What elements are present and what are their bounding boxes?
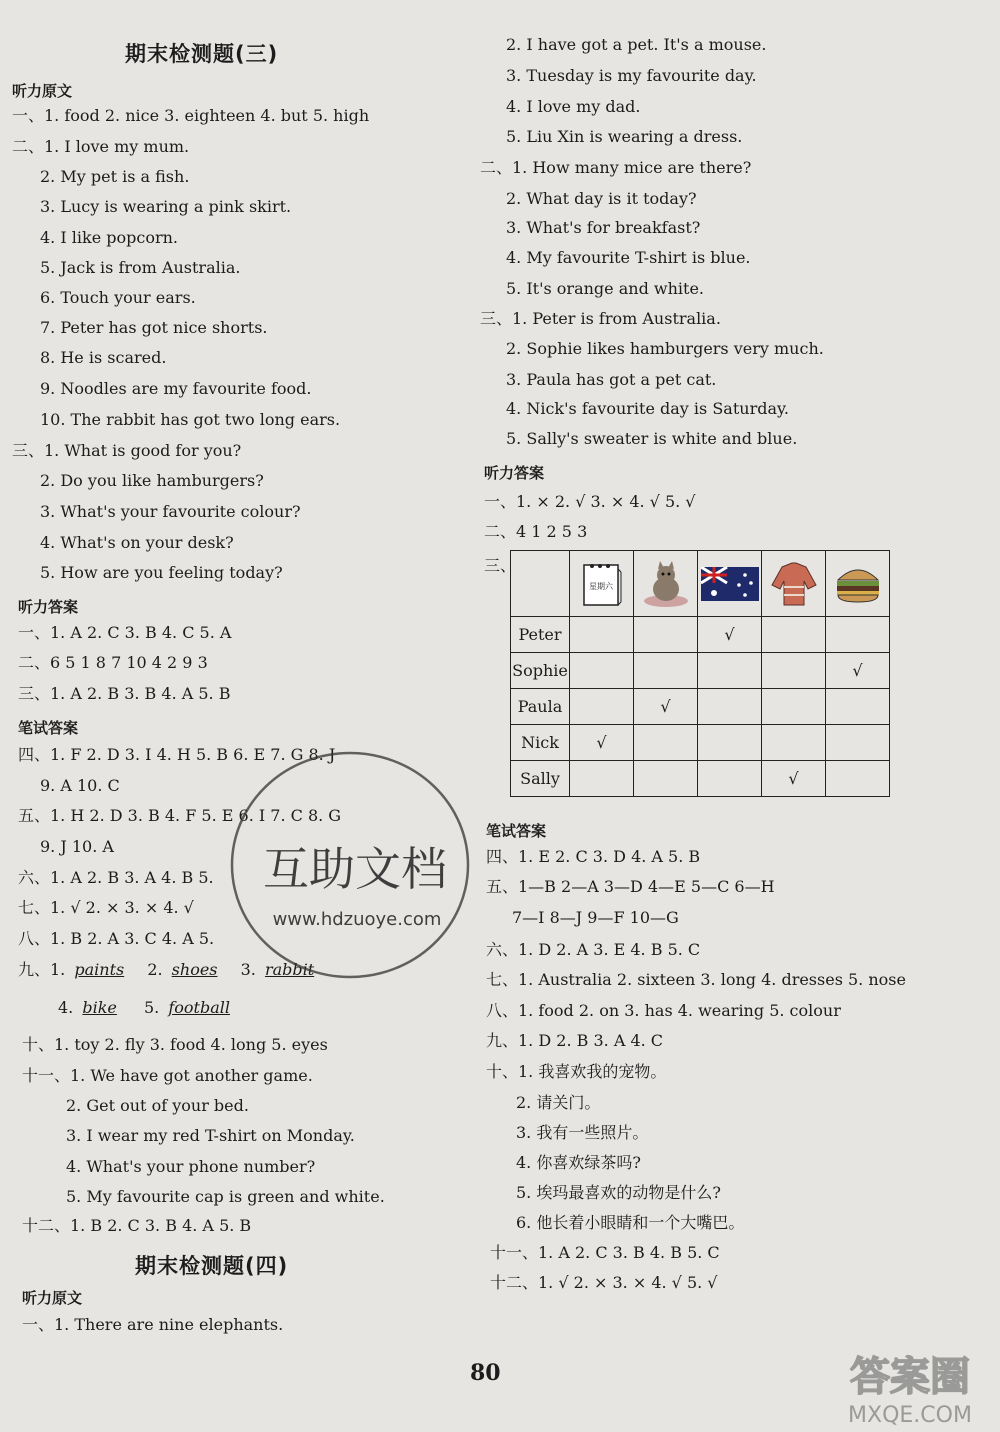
left-line: 七、1. √ 2. × 3. × 4. √ [18,898,194,917]
left-line: 十二、1. B 2. C 3. B 4. A 5. B [22,1216,252,1235]
stamp-watermark [225,745,475,985]
left-line: 3. Lucy is wearing a pink skirt. [40,197,292,216]
check-cell [698,689,762,725]
left-line: 二、1. I love my mum. [12,137,190,156]
page-number: 80 [470,1360,501,1386]
right-line: 六、1. D 2. A 3. E 4. B 5. C [486,940,701,959]
table-header-cell [826,551,890,617]
check-cell: √ [698,617,762,653]
student-name: Paula [511,689,570,725]
right-line: 5. Sally's sweater is white and blue. [506,429,798,448]
left-line: 7. Peter has got nice shorts. [40,318,268,337]
left-line: 一、1. A 2. C 3. B 4. C 5. A [18,623,232,642]
left-line: 五、1. H 2. D 3. B 4. F 5. E 6. I 7. C 8. G [18,806,342,825]
table-row [511,617,890,653]
table-header-cell [698,551,762,617]
check-cell [570,761,634,797]
table-row [511,725,890,761]
written-answer-heading: 笔试答案 [18,719,79,737]
right-line: 四、1. E 2. C 3. D 4. A 5. B [486,847,701,866]
table-row [511,761,890,797]
left-line: 9. Noodles are my favourite food. [40,379,312,398]
handwritten-answer: shoes [171,960,218,979]
item-number: 4. [58,998,74,1017]
right-line: 三、 [484,556,517,575]
check-cell [762,617,826,653]
check-cell [826,761,890,797]
watermark-url: MXQE.COM [848,1403,972,1428]
table-header-cell [762,551,826,617]
section-title-exam-4: 期末检测题(四) [135,1254,289,1278]
right-line: 十、1. 我喜欢我的宠物。 [486,1062,667,1081]
left-line: 八、1. B 2. A 3. C 4. A 5. [18,929,215,948]
handwritten-answer: rabbit [264,960,315,979]
right-line: 3. Tuesday is my favourite day. [506,66,757,85]
right-line: 3. 我有一些照片。 [516,1123,649,1142]
listening-script-heading: 听力原文 [12,82,73,100]
answer-table [510,550,890,797]
left-line: 8. He is scared. [40,348,167,367]
left-line: 6. Touch your ears. [40,288,196,307]
check-cell [698,725,762,761]
left-line: 5. My favourite cap is green and white. [66,1187,385,1206]
check-cell [826,617,890,653]
right-line: 4. Nick's favourite day is Saturday. [506,399,789,418]
right-line: 5. It's orange and white. [506,279,704,298]
handwritten-answer: bike [82,998,117,1017]
left-line: 二、6 5 1 8 7 10 4 2 9 3 [18,653,208,672]
right-line: 二、1. How many mice are there? [480,158,752,177]
left-line: 4. What's on your desk? [40,533,234,552]
left-line: 六、1. A 2. B 3. A 4. B 5. [18,868,214,887]
check-cell [634,761,698,797]
right-line: 一、1. × 2. √ 3. × 4. √ 5. √ [484,492,696,511]
left-line-nine-b [58,998,234,1018]
left-line: 4. What's your phone number? [66,1157,316,1176]
listening-answer-heading: 听力答案 [18,598,79,616]
check-cell [570,689,634,725]
calendar-label: 星期六 [588,581,613,591]
left-line: 一、1. food 2. nice 3. eighteen 4. but 5. high [12,106,370,125]
item-number: 九、1. [18,960,66,979]
student-name: Sophie [511,653,570,689]
left-line: 3. What's your favourite colour? [40,502,301,521]
right-line: 5. 埃玛最喜欢的动物是什么? [516,1183,721,1202]
left-line: 三、1. A 2. B 3. B 4. A 5. B [18,684,231,703]
check-cell [634,725,698,761]
section-title-exam-3: 期末检测题(三) [125,42,279,66]
site-watermark-logo [820,1340,995,1430]
right-line: 4. My favourite T-shirt is blue. [506,248,751,267]
table-header-row [511,551,890,617]
check-cell [570,617,634,653]
student-name: Peter [511,617,570,653]
student-name: Nick [511,725,570,761]
check-cell: √ [570,725,634,761]
right-line: 三、1. Peter is from Australia. [480,309,721,328]
right-line: 十一、1. A 2. C 3. B 4. B 5. C [490,1243,720,1262]
sweater-icon [768,559,820,609]
left-line: 十一、1. We have got another game. [22,1066,313,1085]
check-cell [634,617,698,653]
check-cell [762,725,826,761]
right-line: 4. I love my dad. [506,97,641,116]
table-row [511,689,890,725]
left-line: 5. How are you feeling today? [40,563,283,582]
cat-icon [640,559,692,609]
left-line: 9. A 10. C [40,776,120,795]
right-line: 八、1. food 2. on 3. has 4. wearing 5. colour [486,1001,841,1020]
left-line: 一、1. There are nine elephants. [22,1315,284,1334]
australia-flag-icon [701,567,759,601]
left-line: 三、1. What is good for you? [12,441,242,460]
left-line: 4. I like popcorn. [40,228,178,247]
handwritten-answer: football [168,998,230,1017]
listening-answer-heading-right: 听力答案 [484,464,545,482]
left-line: 2. Do you like hamburgers? [40,471,264,490]
check-cell [698,761,762,797]
student-name: Sally [511,761,570,797]
watermark-text: 答案圈 [850,1354,970,1400]
check-cell [762,689,826,725]
left-line: 十、1. toy 2. fly 3. food 4. long 5. eyes [22,1035,328,1054]
check-cell: √ [634,689,698,725]
check-cell [826,725,890,761]
left-line: 5. Jack is from Australia. [40,258,241,277]
right-line: 2. I have got a pet. It's a mouse. [506,35,767,54]
table-corner-cell [511,551,570,617]
right-line: 3. What's for breakfast? [506,218,701,237]
right-line: 2. Sophie likes hamburgers very much. [506,339,824,358]
listening-script-heading-2: 听力原文 [22,1289,83,1307]
left-line: 四、1. F 2. D 3. I 4. H 5. B 6. E 7. G 8. J [18,745,336,764]
check-cell [634,653,698,689]
check-cell [698,653,762,689]
table-header-cell [634,551,698,617]
written-answer-heading-right: 笔试答案 [486,822,547,840]
left-line: 2. My pet is a fish. [40,167,190,186]
right-line: 十二、1. √ 2. × 3. × 4. √ 5. √ [490,1273,718,1292]
calendar-icon [580,559,624,609]
right-line: 2. What day is it today? [506,189,697,208]
item-number: 3. [240,960,256,979]
item-number: 5. [143,998,160,1017]
right-line: 五、1—B 2—A 3—D 4—E 5—C 6—H [486,877,775,896]
right-line: 九、1. D 2. B 3. A 4. C [486,1031,664,1050]
stamp-text: 互助文档 [263,842,447,896]
right-line: 二、4 1 2 5 3 [484,522,588,541]
handwritten-answer: paints [74,960,125,979]
check-cell [570,653,634,689]
right-line: 七、1. Australia 2. sixteen 3. long 4. dresses 5. nose [486,970,906,989]
right-line: 2. 请关门。 [516,1093,601,1112]
left-line: 9. J 10. A [40,837,114,856]
left-line: 3. I wear my red T-shirt on Monday. [66,1126,355,1145]
left-line: 10. The rabbit has got two long ears. [40,410,341,429]
table-row [511,653,890,689]
hamburger-icon [832,562,884,606]
right-line: 5. Liu Xin is wearing a dress. [506,127,743,146]
check-cell: √ [826,653,890,689]
check-cell: √ [762,761,826,797]
check-cell [826,689,890,725]
stamp-url: www.hdzuoye.com [272,909,442,930]
right-line: 6. 他长着小眼睛和一个大嘴巴。 [516,1213,745,1232]
table-header-cell [570,551,634,617]
item-number: 2. [147,960,163,979]
left-line: 2. Get out of your bed. [66,1096,249,1115]
right-line: 3. Paula has got a pet cat. [506,370,717,389]
right-line: 7—I 8—J 9—F 10—G [512,908,679,927]
right-line: 4. 你喜欢绿茶吗? [516,1153,641,1172]
check-cell [762,653,826,689]
